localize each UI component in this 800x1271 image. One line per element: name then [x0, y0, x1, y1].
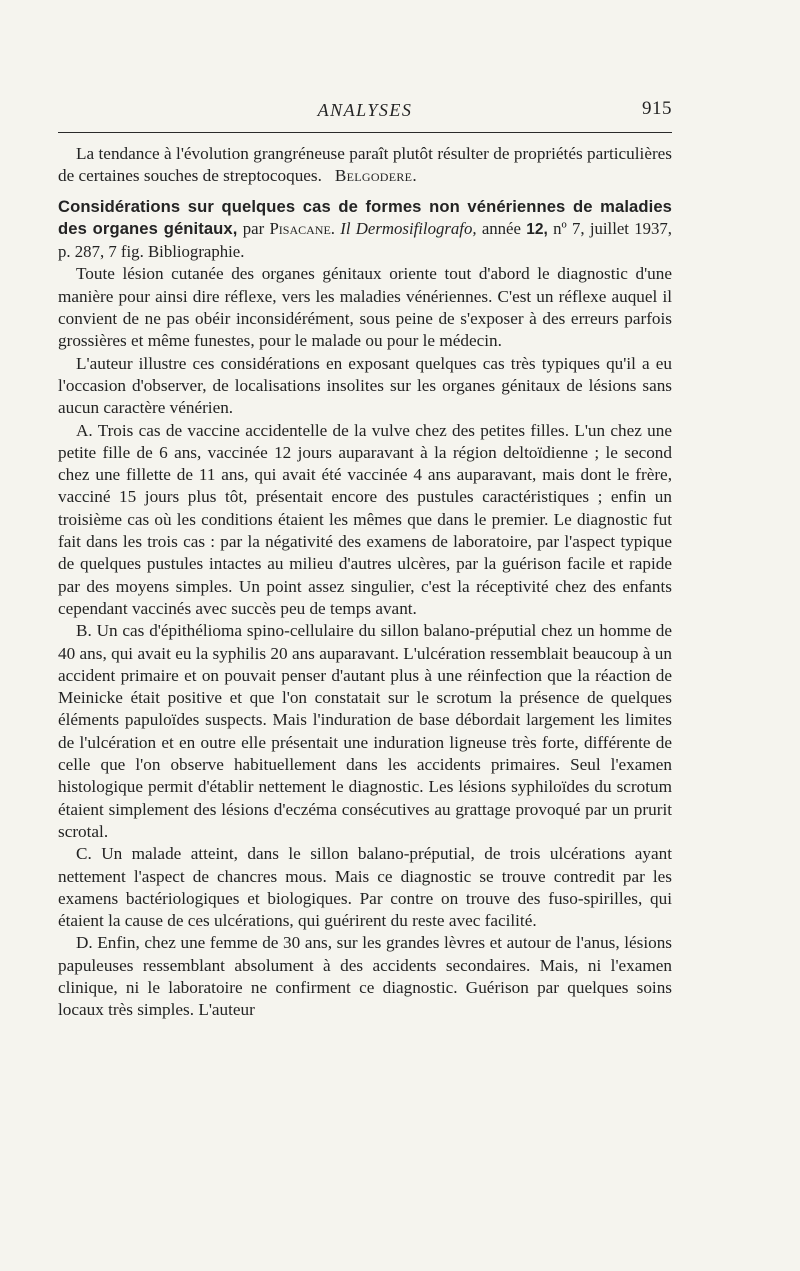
running-head — [58, 96, 672, 126]
abstract-signature: Belgodere. — [334, 166, 417, 186]
body-paragraph-case-c: C. Un malade atteint, dans le sillon balano-préputial, de trois ulcérations ayant nettement l'aspect de chancres mous. Mais ce diagnostic se trouve contredit par les examens bactériologiques et biologiques. Par contre on trouve des fuso-spirilles, qui étaient la cause de ces ulcérations, qui guérirent du reste avec facilité. — [58, 844, 672, 931]
header-rule — [58, 132, 672, 133]
article-volume: 12, — [526, 220, 548, 238]
article-reference: nº 7, juillet 1937, p. 287, 7 fig. Bibliographie. — [58, 218, 672, 262]
body-paragraph-case-d: D. Enfin, chez une femme de 30 ans, sur les grandes lèvres et autour de l'anus, lésions papuleuses ressemblant absolument à des accidents secondaires. Mais, ni l'examen clinique, ni le laboratoire ne confirment ce diagnostic. Guérison par quelques soins locaux très simples. L'auteur — [58, 933, 672, 1020]
body-paragraph-case-a: A. Trois cas de vaccine accidentelle de la vulve chez des petites filles. L'un chez une petite fille de 6 ans, vaccinée 12 jours auparavant à la région deltoïdienne ; le second chez une fillette de 11 ans, qui avait été vaccinée 4 ans auparavant, mais dont le frère, vacciné 15 jours plus tôt, présentait encore des pustules caractéristiques ; enfin un troisième cas où les conditions étaient les mêmes que dans le premier. Le diagnostic fut fait dans les trois cas : par la négativité des examens de laboratoire, par l'aspect typique de quelques pustules intactes au milieu d'autres ulcères, par la guérison facile et rapide par des moyens simples. Un point assez singulier, c'est la réceptivité chez des enfants cependant vaccinés avec succès peu de temps avant. — [58, 420, 672, 618]
article-heading — [58, 196, 672, 264]
body-paragraph-2: L'auteur illustre ces considérations en exposant quelques cas très typiques qu'il a eu l'occasion d'observer, de localisations insolites sur les organes génitaux de lésions sans aucun caractère vénérien. — [58, 353, 672, 418]
previous-abstract-end — [58, 143, 672, 188]
body-paragraph-1: Toute lésion cutanée des organes génitaux oriente tout d'abord le diagnostic d'une manière pour ainsi dire réflexe, vers les maladies vénériennes. C'est un réflexe auquel il convient de ne pas obéir inconsidérément, sous peine de s'exposer à des erreurs parfois grossières et même funestes, pour le malade ou pour le médecin. — [58, 264, 672, 351]
page — [58, 96, 672, 1022]
running-title: ANALYSES — [317, 100, 413, 120]
article-journal: Il Dermosifilografo, — [340, 218, 477, 238]
page-number: 915 — [642, 98, 672, 119]
article-title: Considérations sur quelques cas de formes non vénériennes de maladies des organes génitaux, — [58, 196, 672, 238]
article-author: Pisacane. — [269, 218, 335, 238]
previous-abstract-text: La tendance à l'évolution grangréneuse paraît plutôt résulter de propriétés particulières de certaines souches de streptocoques. — [58, 144, 672, 186]
body-paragraph-case-b: B. Un cas d'épithélioma spino-cellulaire du sillon balano-préputial chez un homme de 40 ans, qui avait eu la syphilis 20 ans auparavant. L'ulcération ressemblait beaucoup à un accident primaire et on pouvait penser d'autant plus à une réinfection que la réaction de Meinicke était positive et que l'on constatait sur le scrotum la présence de quelques éléments papuloïdes suspects. Mais l'induration de base débordait largement les limites de l'ulcération et en outre elle présentait une induration ligneuse très forte, différente de celle que l'on observe habituellement dans les accidents primaires. Seul l'examen histologique permit d'établir nettement le diagnostic. Les lésions syphiloïdes du scrotum étaient simplement des lésions d'eczéma consécutives au grattage provoqué par un prurit scrotal. — [58, 621, 672, 841]
article-entry — [58, 196, 672, 264]
article-year-label: année — [481, 218, 521, 238]
article-by: par — [242, 218, 265, 238]
